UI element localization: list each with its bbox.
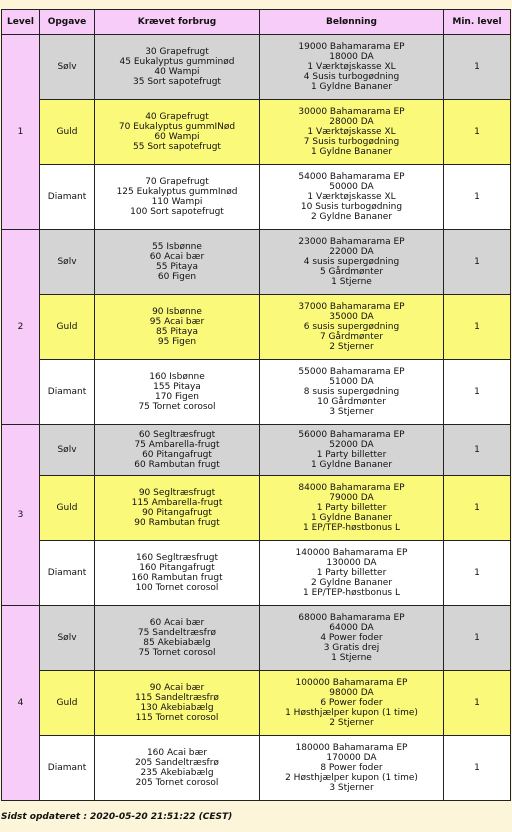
min-level-cell: 1 — [444, 541, 511, 606]
reward-cell-line: 1 Gyldne Bananer — [310, 147, 393, 157]
reward-cell — [260, 295, 444, 360]
reward-cell-line: 8 Power foder — [320, 763, 383, 773]
required-cell — [95, 425, 260, 476]
table-row — [2, 100, 511, 165]
required-cell-line: 115 Ambarella-frugt — [131, 498, 223, 508]
required-cell-line: 60 Acai bær — [149, 618, 205, 628]
reward-cell-line: 1 Høsthjælper kupon (1 time) — [285, 708, 418, 718]
required-cell-line: 75 Tornet corosol — [138, 648, 216, 658]
reward-cell-line: 54000 Bahamarama EP — [298, 172, 405, 182]
reward-cell — [260, 165, 444, 230]
required-cell-line: 75 Sandeltræsfrø — [137, 628, 217, 638]
reward-cell-line: 84000 Bahamarama EP — [298, 483, 405, 493]
required-cell-line: 130 Akebiabælg — [140, 703, 214, 713]
reward-cell-line: 1 EP/TEP-høstbonus L — [302, 588, 400, 598]
reward-cell — [260, 671, 444, 736]
reward-cell-line: 8 susis supergødning — [303, 387, 400, 397]
header-task: Opgave — [40, 10, 95, 35]
task-tier-cell: Diamant — [40, 360, 95, 425]
task-tier-cell: Diamant — [40, 541, 95, 606]
min-level-cell: 1 — [444, 35, 511, 100]
reward-cell-line: 6 susis supergødning — [303, 322, 400, 332]
required-cell-line: 60 Figen — [157, 272, 197, 282]
reward-cell-line: 5 Gårdmønter — [319, 267, 384, 277]
table-row — [2, 476, 511, 541]
required-cell — [95, 100, 260, 165]
level-cell: 4 — [2, 606, 40, 801]
min-level-cell: 1 — [444, 360, 511, 425]
reward-cell-line: 23000 Bahamarama EP — [298, 237, 405, 247]
required-cell-line: 100 Tornet corosol — [135, 583, 219, 593]
required-cell-line: 90 Pitangafrugt — [142, 508, 212, 518]
required-cell — [95, 671, 260, 736]
reward-cell — [260, 736, 444, 801]
last-updated: Sidst opdateret : 2020-05-20 21:51:22 (CEST) — [1, 812, 233, 822]
header-requirement: Krævet forbrug — [95, 10, 260, 35]
required-cell-line: 115 Sandeltræsfrø — [135, 693, 219, 703]
required-cell-line: 170 Figen — [154, 392, 199, 402]
reward-cell-line: 10 Gårdmønter — [317, 397, 386, 407]
required-cell-line: 235 Akebiabælg — [140, 768, 214, 778]
reward-cell-line: 30000 Bahamarama EP — [298, 107, 405, 117]
task-tier-cell: Sølv — [40, 230, 95, 295]
reward-cell-line: 4 Power foder — [320, 633, 383, 643]
reward-cell-line: 56000 Bahamarama EP — [298, 430, 405, 440]
table-row — [2, 35, 511, 100]
reward-cell-line: 1 Party billetter — [316, 503, 387, 513]
reward-cell — [260, 476, 444, 541]
task-tier-cell: Guld — [40, 295, 95, 360]
header-level: Level — [2, 10, 40, 35]
required-cell — [95, 736, 260, 801]
required-cell-line: 60 Wampi — [154, 132, 200, 142]
reward-cell-line: 3 Gratis drej — [323, 643, 380, 653]
reward-cell-line: 170000 DA — [326, 753, 377, 763]
reward-cell-line: 1 Værktøjskasse XL — [307, 62, 396, 72]
task-tier-cell: Sølv — [40, 35, 95, 100]
task-tier-cell: Guld — [40, 476, 95, 541]
required-cell-line: 115 Tornet corosol — [135, 713, 219, 723]
required-cell — [95, 360, 260, 425]
required-cell-line: 45 Eukalyptus gumminød — [119, 57, 235, 67]
task-tier-cell: Sølv — [40, 425, 95, 476]
reward-cell-line: 1 Stjerne — [331, 277, 372, 287]
reward-cell-line: 50000 DA — [329, 182, 374, 192]
min-level-cell: 1 — [444, 100, 511, 165]
reward-cell-line: 2 Høsthjælper kupon (1 time) — [285, 773, 418, 783]
reward-cell-line: 1 Stjerne — [331, 653, 372, 663]
min-level-cell: 1 — [444, 476, 511, 541]
reward-cell — [260, 230, 444, 295]
min-level-cell: 1 — [444, 165, 511, 230]
required-cell-line: 205 Tornet corosol — [135, 778, 219, 788]
reward-cell — [260, 35, 444, 100]
required-cell-line: 90 Acai bær — [149, 683, 205, 693]
reward-cell-line: 35000 DA — [329, 312, 374, 322]
required-cell-line: 30 Grapefrugt — [145, 47, 209, 57]
reward-cell-line: 28000 DA — [329, 117, 374, 127]
required-cell-line: 40 Grapefrugt — [145, 112, 209, 122]
reward-cell-line: 1 Værktøjskasse XL — [307, 127, 396, 137]
reward-cell-line: 3 Stjerner — [329, 407, 374, 417]
required-cell — [95, 165, 260, 230]
required-cell-line: 55 Pitaya — [156, 262, 198, 272]
reward-cell-line: 100000 Bahamarama EP — [295, 678, 408, 688]
required-cell-line: 160 Rambutan frugt — [131, 573, 223, 583]
required-cell-line: 125 Eukalyptus gummInød — [116, 187, 238, 197]
reward-cell-line: 2 Stjerner — [329, 342, 374, 352]
required-cell-line: 70 Grapefrugt — [145, 177, 209, 187]
reward-cell-line: 37000 Bahamarama EP — [298, 302, 405, 312]
reward-cell-line: 180000 Bahamarama EP — [295, 743, 408, 753]
reward-cell-line: 130000 DA — [326, 558, 377, 568]
required-cell — [95, 541, 260, 606]
reward-cell-line: 51000 DA — [329, 377, 374, 387]
task-tier-cell: Sølv — [40, 606, 95, 671]
reward-cell — [260, 100, 444, 165]
reward-cell-line: 18000 DA — [329, 52, 374, 62]
header-reward: Belønning — [260, 10, 444, 35]
reward-cell-line: 1 Værktøjskasse XL — [307, 192, 396, 202]
table-header-row — [2, 10, 511, 35]
table-row — [2, 295, 511, 360]
required-cell-line: 60 Rambutan frugt — [134, 460, 220, 470]
reward-cell-line: 6 Power foder — [320, 698, 383, 708]
reward-cell-line: 7 Susis turbogødning — [303, 137, 400, 147]
level-cell: 1 — [2, 35, 40, 230]
required-cell-line: 160 Isbønne — [149, 372, 205, 382]
required-cell — [95, 35, 260, 100]
required-cell-line: 75 Tornet corosol — [138, 402, 216, 412]
reward-cell-line: 55000 Bahamarama EP — [298, 367, 405, 377]
required-cell-line: 95 Acai bær — [149, 317, 205, 327]
required-cell — [95, 295, 260, 360]
min-level-cell: 1 — [444, 736, 511, 801]
reward-cell-line: 2 Gyldne Bananer — [310, 212, 393, 222]
reward-cell-line: 22000 DA — [329, 247, 374, 257]
required-cell-line: 160 Acai bær — [146, 748, 208, 758]
table-row — [2, 671, 511, 736]
reward-cell — [260, 606, 444, 671]
required-cell-line: 40 Wampi — [154, 67, 200, 77]
reward-cell-line: 1 Gyldne Bananer — [310, 460, 393, 470]
table-row — [2, 360, 511, 425]
reward-cell-line: 98000 DA — [329, 688, 374, 698]
reward-cell-line: 79000 DA — [329, 493, 374, 503]
reward-cell — [260, 541, 444, 606]
reward-cell-line: 1 EP/TEP-høstbonus L — [302, 523, 400, 533]
required-cell-line: 90 Isbønne — [152, 307, 202, 317]
reward-cell-line: 19000 Bahamarama EP — [298, 42, 405, 52]
reward-cell — [260, 360, 444, 425]
required-cell-line: 205 Sandeltræsfrø — [135, 758, 219, 768]
required-cell-line: 75 Ambarella-frugt — [134, 440, 220, 450]
required-cell-line: 60 Pitangafrugt — [142, 450, 212, 460]
required-cell-line: 160 Segltræsfrugt — [135, 553, 219, 563]
reward-cell-line: 68000 Bahamarama EP — [298, 613, 405, 623]
min-level-cell: 1 — [444, 671, 511, 736]
reward-cell-line: 1 Gyldne Bananer — [310, 513, 393, 523]
required-cell — [95, 476, 260, 541]
reward-cell-line: 1 Gyldne Bananer — [310, 82, 393, 92]
required-cell-line: 85 Pitaya — [156, 327, 198, 337]
required-cell-line: 35 Sort sapotefrugt — [133, 77, 221, 87]
reward-cell-line: 2 Stjerner — [329, 718, 374, 728]
reward-cell-line: 140000 Bahamarama EP — [295, 548, 408, 558]
header-min-level: Min. level — [444, 10, 511, 35]
required-cell-line: 95 Figen — [157, 337, 197, 347]
reward-cell — [260, 425, 444, 476]
table-body — [2, 35, 511, 801]
required-cell-line: 60 Acai bær — [149, 252, 205, 262]
task-tier-cell: Diamant — [40, 736, 95, 801]
reward-cell-line: 3 Stjerner — [329, 783, 374, 793]
reward-cell-line: 52000 DA — [329, 440, 374, 450]
events-table — [1, 9, 511, 801]
reward-cell-line: 10 Susis turbogødning — [300, 202, 403, 212]
task-tier-cell: Diamant — [40, 165, 95, 230]
required-cell-line: 90 Segltræsfrugt — [138, 488, 216, 498]
required-cell-line: 160 Pitangafrugt — [139, 563, 215, 573]
min-level-cell: 1 — [444, 295, 511, 360]
required-cell-line: 155 Pitaya — [153, 382, 201, 392]
required-cell — [95, 606, 260, 671]
required-cell-line: 100 Sort sapotefrugt — [130, 207, 224, 217]
table-row — [2, 736, 511, 801]
required-cell-line: 55 Isbønne — [152, 242, 202, 252]
task-tier-cell: Guld — [40, 671, 95, 736]
table-row — [2, 541, 511, 606]
min-level-cell: 1 — [444, 425, 511, 476]
required-cell-line: 85 Akebiabælg — [143, 638, 211, 648]
level-cell: 2 — [2, 230, 40, 425]
reward-cell-line: 4 Susis turbogødning — [303, 72, 400, 82]
reward-cell-line: 4 susis supergødning — [303, 257, 400, 267]
required-cell-line: 55 Sort sapotefrugt — [133, 142, 221, 152]
reward-cell-line: 7 Gårdmønter — [319, 332, 384, 342]
reward-cell-line: 1 Party billetter — [316, 568, 387, 578]
min-level-cell: 1 — [444, 230, 511, 295]
reward-cell-line: 64000 DA — [329, 623, 374, 633]
required-cell-line: 60 Segltræsfrugt — [138, 430, 216, 440]
reward-cell-line: 1 Party billetter — [316, 450, 387, 460]
required-cell-line: 70 Eukalyptus gummINød — [118, 122, 236, 132]
level-cell: 3 — [2, 425, 40, 606]
table-row — [2, 165, 511, 230]
table-row — [2, 230, 511, 295]
min-level-cell: 1 — [444, 606, 511, 671]
required-cell — [95, 230, 260, 295]
task-tier-cell: Guld — [40, 100, 95, 165]
required-cell-line: 90 Rambutan frugt — [134, 518, 220, 528]
required-cell-line: 110 Wampi — [151, 197, 203, 207]
table-row — [2, 425, 511, 476]
reward-cell-line: 2 Gyldne Bananer — [310, 578, 393, 588]
table-row — [2, 606, 511, 671]
